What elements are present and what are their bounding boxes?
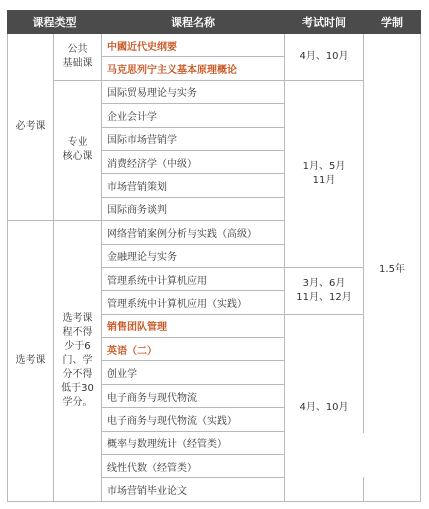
- table-row: [8, 80, 421, 103]
- category-required: 必考课: [8, 34, 54, 221]
- exam-time-2: 1月、5月 11月: [285, 80, 364, 267]
- course-name: 市场营销毕业论文: [102, 478, 285, 502]
- course-name: 市场营销策划: [102, 174, 285, 197]
- course-name: 马克思列宁主义基本原理概论: [102, 57, 285, 80]
- header-course-name: 课程名称: [102, 11, 285, 34]
- exam-time-3: 3月、6月 11月、12月: [285, 267, 364, 314]
- header-exam-time: 考试时间: [285, 11, 364, 34]
- course-name: 电子商务与现代物流: [102, 384, 285, 407]
- course-name: 企业会计学: [102, 104, 285, 127]
- table-row: [8, 34, 421, 57]
- study-system: 1.5年: [364, 34, 421, 502]
- header-course-type: 课程类型: [8, 11, 102, 34]
- elective-note: 选考课 程不得 少于6 门、学 分不得 低于30 学分。: [54, 221, 102, 502]
- header-study-system: 学制: [364, 11, 421, 34]
- course-name: 管理系统中计算机应用（实践）: [102, 291, 285, 314]
- course-name: 创业学: [102, 361, 285, 384]
- category-elective: 选考课: [8, 221, 54, 502]
- course-name: 销售团队管理: [102, 314, 285, 337]
- header-row: [8, 11, 421, 34]
- course-name: 英语（二）: [102, 338, 285, 361]
- course-name: 金融理论与实务: [102, 244, 285, 267]
- course-name: 国际市场营销学: [102, 127, 285, 150]
- course-table: [7, 10, 421, 502]
- course-name: 消费经济学（中级）: [102, 150, 285, 173]
- course-name: 网络营销案例分析与实践（高级）: [102, 221, 285, 244]
- course-name: 电子商务与现代物流（实践）: [102, 408, 285, 431]
- category-public-basic: 公共 基础课: [54, 34, 102, 81]
- exam-time-4: 4月、10月: [285, 314, 364, 501]
- exam-time-1: 4月、10月: [285, 34, 364, 81]
- course-name: 国际贸易理论与实务: [102, 80, 285, 103]
- course-name: 国际商务谈判: [102, 197, 285, 220]
- course-name: 线性代数（经管类）: [102, 455, 285, 478]
- category-major-core: 专业 核心课: [54, 80, 102, 220]
- course-name: 概率与数理统计（经管类）: [102, 431, 285, 454]
- course-name: 中國近代史纲要: [102, 34, 285, 57]
- course-name: 管理系统中计算机应用: [102, 267, 285, 290]
